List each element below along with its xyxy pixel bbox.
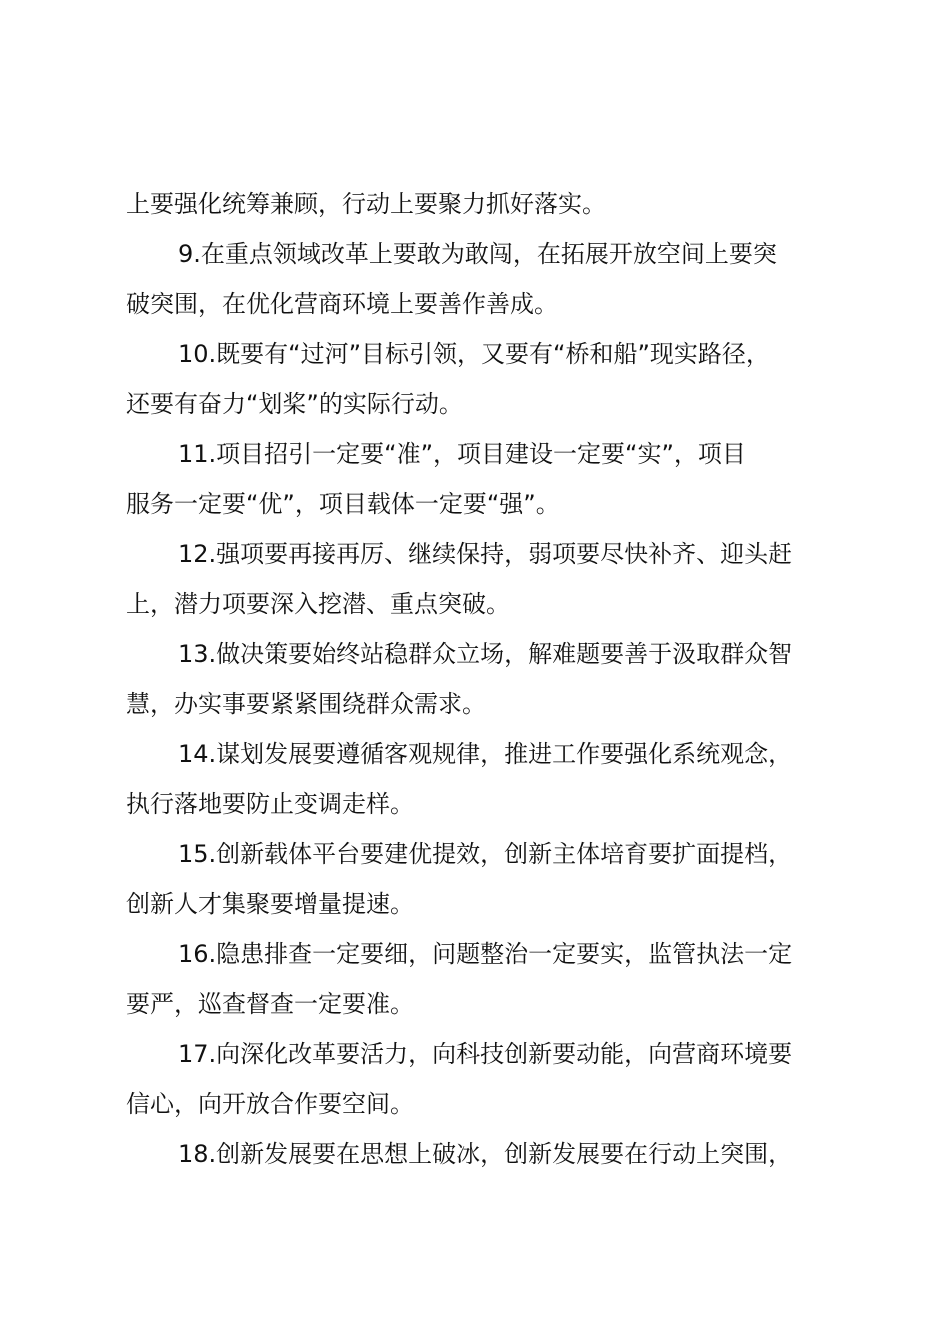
text-line: 11.项目招引一定要“准”，项目建设一定要“实”，项目: [178, 440, 746, 468]
text-line: 创新人才集聚要增量提速。: [126, 890, 414, 918]
text-line: 18.创新发展要在思想上破冰，创新发展要在行动上突围，: [178, 1140, 793, 1168]
text-line: 信心，向开放合作要空间。: [126, 1090, 414, 1118]
text-line: 上，潜力项要深入挖潜、重点突破。: [126, 590, 510, 618]
text-line: 上要强化统筹兼顾，行动上要聚力抓好落实。: [126, 190, 606, 218]
text-line: 要严，巡查督查一定要准。: [126, 990, 414, 1018]
text-line: 服务一定要“优”，项目载体一定要“强”。: [126, 490, 560, 518]
text-line: 破突围，在优化营商环境上要善作善成。: [126, 290, 558, 318]
text-line: 13.做决策要始终站稳群众立场，解难题要善于汲取群众智: [178, 640, 793, 668]
text-line: 14.谋划发展要遵循客观规律，推进工作要强化系统观念，: [178, 740, 793, 768]
text-line: 15.创新载体平台要建优提效，创新主体培育要扩面提档，: [178, 840, 793, 868]
text-line: 执行落地要防止变调走样。: [126, 790, 414, 818]
document-body: [126, 179, 834, 1179]
text-line: 17.向深化改革要活力，向科技创新要动能，向营商环境要: [178, 1040, 793, 1068]
text-line: 还要有奋力“划桨”的实际行动。: [126, 390, 463, 418]
text-line: 12.强项要再接再厉、继续保持，弱项要尽快补齐、迎头赶: [178, 540, 793, 568]
text-line: 10.既要有“过河”目标引领，又要有“桥和船”现实路径，: [178, 340, 770, 368]
text-line: 慧，办实事要紧紧围绕群众需求。: [126, 690, 486, 718]
text-line: 16.隐患排查一定要细，问题整治一定要实，监管执法一定: [178, 940, 793, 968]
text-line: 9.在重点领域改革上要敢为敢闯，在拓展开放空间上要突: [178, 240, 777, 268]
